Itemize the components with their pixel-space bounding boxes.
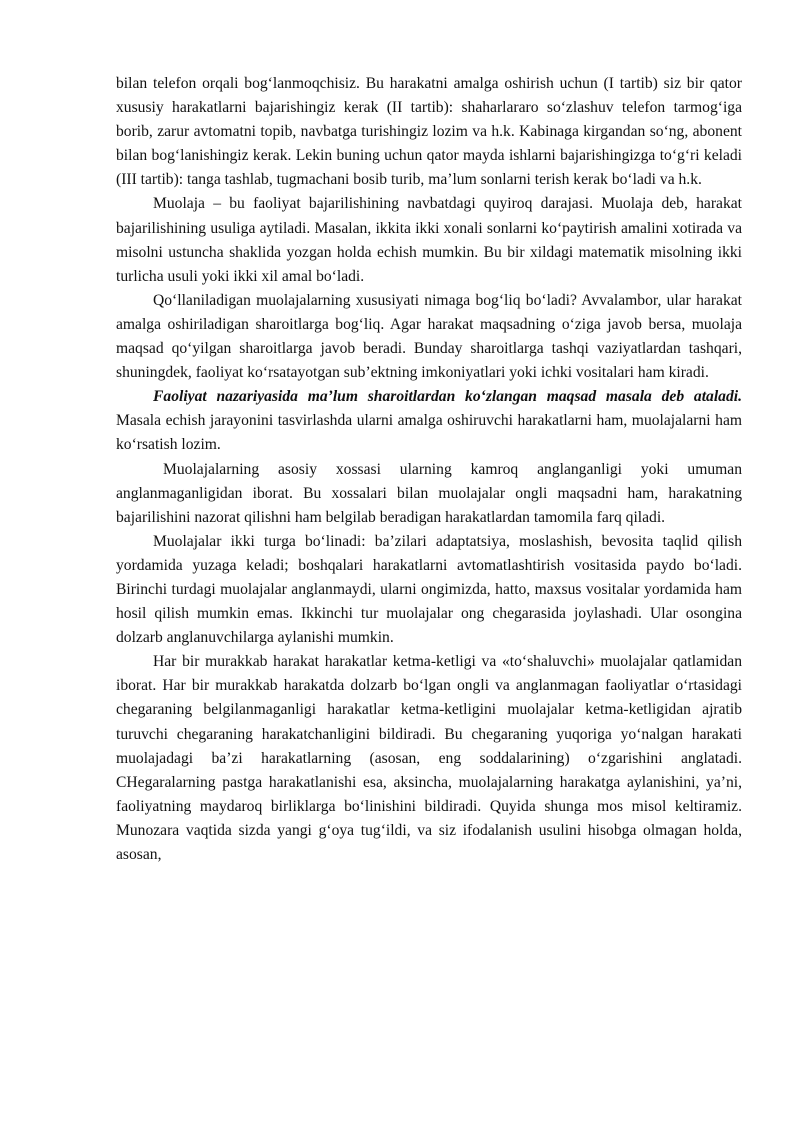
paragraph-operation-types: Muolajalar ikki turga bo‘linadi: ba’zilari adaptatsiya, moslashish, bevosita taqlid qilish yordamida yuzaga keladi; boshqalari harakatlarni avtomatlashtirish vositasida paydo bo‘ladi. Birinchi turdagi muolajalar anglanmaydi, ularni ongimizda, hatto, maxsus vositalar yordamida ham hosil qilish mumkin emas. Ikkinchi tur muolajalar ong chegarasida joylashadi. Ular osongina dolzarb anglanuvchilarga aylanishi mumkin. — [116, 532, 742, 647]
paragraph-operation-conditions: Qo‘llaniladigan muolajalarning xususiyati nimaga bog‘liq bo‘ladi? Avvalambor, ular harakat amalga oshiriladigan sharoitlarga bog‘liq. Agar harakat maqsadning o‘ziga javob bersa, muolaja maqsad qo‘yilgan sharoitlarga javob beradi. Bunday sharoitlarga tashqi vaziyatlardan tashqari, shuningdek, faoliyat ko‘rsatayotgan sub’ektning imkoniyatlari yoki ichki vositalari ham kiradi. — [116, 291, 742, 382]
document-page — [116, 72, 742, 867]
paragraph-operation-definition: Muolaja – bu faoliyat bajarilishining navbatdagi quyiroq darajasi. Muolaja deb, harakat bajarilishining usuliga aytiladi. Masalan, ikkita ikki xonali sonlarni ko‘paytirish amalini xotirada va misolni ustuncha shaklida yozgan holda echish mumkin. Bu bir xildagi matematik misolning ikki turlicha usuli yoki ikki xil amal bo‘ladi. — [116, 195, 742, 285]
task-definition-text: Masala echish jarayonini tasvirlashda ularni amalga oshiruvchi harakatlarni ham, muolajalarni ham ko‘rsatish lozim. — [116, 412, 742, 454]
paragraph-complex-action: Har bir murakkab harakat harakatlar ketma-ketligi va «to‘shaluvchi» muolajalar qatlamidan iborat. Har bir murakkab harakatda dolzarb bo‘lgan ongli va anglanmagan faoliyatlar o‘rtasidagi chegaraning belgilanmaganligi harakatlar ketma-ketligini muolajalar ketma-ketligidan ajratib turuvchi chegaraning harakatchanligini bildiradi. Bu chegaraning yuqoriga yo‘nalgan harakati muolajadagi ba’zi harakatlarning (asosan, eng soddalarining) o‘zgarishini anglatadi. CHegaralarning pastga harakatlanishi esa, aksincha, muolajalarning harakatga aylanishini, ya’ni, faoliyatning maydaroq birliklarga bo‘linishini bildiradi. Quyida shunga mos misol keltiramiz. Munozara vaqtida sizda yangi g‘oya tug‘ildi, va siz ifodalanish usulini hisobga olmagan holda, asosan, — [116, 653, 742, 863]
paragraph-telephone-example: bilan telefon orqali bog‘lanmoqchisiz. Bu harakatni amalga oshirish uchun (I tartib) siz bir qator xususiy harakatlarni bajarishingiz kerak (II tartib): shaharlararo so‘zlashuv telefon tarmog‘iga borib, zarur avtomatni topib, navbatga turishingiz lozim va h.k. Kabinaga kirgandan so‘ng, abonent bilan bog‘lanishingiz kerak. Lekin buning uchun qator mayda ishlarni bajarishingizga to‘g‘ri keladi (III tartib): tanga tashlab, tugmachani bosib turib, ma’lum sonlarni terish kerak bo‘ladi va h.k. — [116, 75, 742, 189]
paragraph-task-definition — [116, 385, 742, 457]
task-definition-emphasis: Faoliyat nazariyasida ma’lum sharoitlardan ko‘zlangan maqsad masala deb ataladi. — [153, 388, 742, 406]
paragraph-operation-property: Muolajalarning asosiy xossasi ularning kamroq anglanganligi yoki umuman anglanmaganligidan iborat. Bu xossalari bilan muolajalar ongli maqsadni ham, harakatning bajarilishini nazorat qilishni ham belgilab beradigan harakatlardan tamomila farq qiladi. — [116, 460, 742, 526]
